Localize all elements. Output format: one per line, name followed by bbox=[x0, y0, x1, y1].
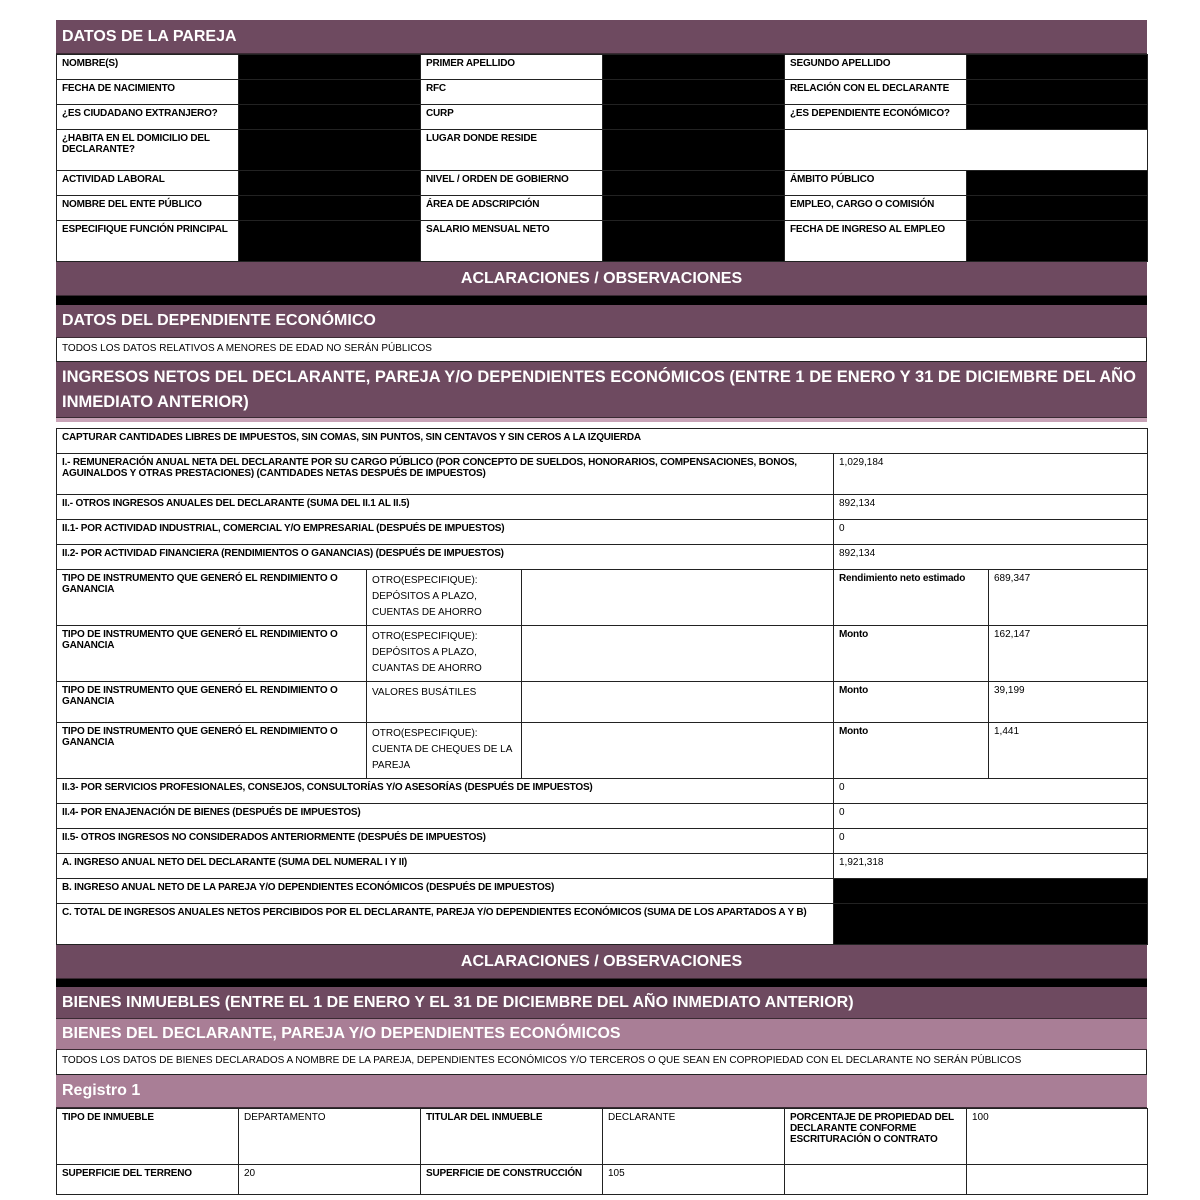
instrumento-tipo: VALORES BUSÁTILES bbox=[367, 682, 522, 723]
instrumento-amount: 1,441 bbox=[989, 723, 1148, 779]
ingresos-divider bbox=[56, 418, 1147, 422]
ingreso-pareja-label: B. INGRESO ANUAL NETO DE LA PAREJA Y/O DEPENDIENTES ECONÓMICOS (DESPUÉS DE IMPUESTOS) bbox=[57, 879, 834, 904]
ingresos-table bbox=[56, 428, 1148, 945]
total-ingresos-label: C. TOTAL DE INGRESOS ANUALES NETOS PERCIBIDOS POR EL DECLARANTE, PAREJA Y/O DEPENDIENTES ECONÓMICOS (SUMA DE LOS APARTADOS A Y B) bbox=[57, 904, 834, 945]
actividad-laboral-label: ACTIVIDAD LABORAL bbox=[57, 171, 239, 196]
lugar-reside-label: LUGAR DONDE RESIDE bbox=[421, 130, 603, 171]
otros-ingresos-label: II.- OTROS INGRESOS ANUALES DEL DECLARANTE (SUMA DEL II.1 AL II.5) bbox=[57, 495, 834, 520]
curp-redacted bbox=[603, 105, 785, 130]
ingresos-section-title bbox=[56, 362, 1147, 418]
porcentaje-propiedad-value: 100 bbox=[967, 1109, 1148, 1165]
dependiente-section-title bbox=[56, 305, 1147, 338]
instrumento-empty bbox=[522, 723, 834, 779]
superficie-construccion-value: 105 bbox=[603, 1165, 785, 1195]
titular-inmueble-value: DECLARANTE bbox=[603, 1109, 785, 1165]
ingresos-aclaraciones-header bbox=[56, 945, 1147, 979]
empleo-cargo-label: EMPLEO, CARGO O COMISIÓN bbox=[785, 196, 967, 221]
relacion-redacted bbox=[967, 80, 1148, 105]
bienes-table bbox=[56, 1108, 1148, 1195]
habita-domicilio-redacted bbox=[239, 130, 421, 171]
lugar-reside-redacted bbox=[603, 130, 785, 171]
tipo-inmueble-value: DEPARTAMENTO bbox=[239, 1109, 421, 1165]
bienes-empty-cell bbox=[967, 1165, 1148, 1195]
bienes-subtitle bbox=[56, 1019, 1147, 1050]
pareja-table bbox=[56, 54, 1148, 262]
enajenacion-value: 0 bbox=[834, 804, 1148, 829]
instrumento-amount: 39,199 bbox=[989, 682, 1148, 723]
primer-apellido-label: PRIMER APELLIDO bbox=[421, 55, 603, 80]
porcentaje-propiedad-label: PORCENTAJE DE PROPIEDAD DEL DECLARANTE CONFORME ESCRITURACIÓN O CONTRATO bbox=[785, 1109, 967, 1165]
instrumento-kind: Monto bbox=[834, 723, 989, 779]
tipo-inmueble-label: TIPO DE INMUEBLE bbox=[57, 1109, 239, 1165]
funcion-principal-redacted bbox=[239, 221, 421, 262]
registro-header bbox=[56, 1075, 1147, 1108]
actividad-industrial-value: 0 bbox=[834, 520, 1148, 545]
salario-mensual-redacted bbox=[603, 221, 785, 262]
relacion-label: RELACIÓN CON EL DECLARANTE bbox=[785, 80, 967, 105]
primer-apellido-redacted bbox=[603, 55, 785, 80]
fecha-nacimiento-label: FECHA DE NACIMIENTO bbox=[57, 80, 239, 105]
ingresos-aclaraciones-text: ACLARACIONES / OBSERVACIONES bbox=[460, 952, 743, 970]
rfc-label: RFC bbox=[421, 80, 603, 105]
dependiente-title-text: DATOS DEL DEPENDIENTE ECONÓMICO bbox=[62, 312, 376, 329]
instrumento-empty bbox=[522, 682, 834, 723]
enajenacion-label: II.4- POR ENAJENACIÓN DE BIENES (DESPUÉS DE IMPUESTOS) bbox=[57, 804, 834, 829]
rfc-redacted bbox=[603, 80, 785, 105]
fecha-ingreso-label: FECHA DE INGRESO AL EMPLEO bbox=[785, 221, 967, 262]
ambito-publico-redacted bbox=[967, 171, 1148, 196]
otros-ingresos-value: 892,134 bbox=[834, 495, 1148, 520]
actividad-industrial-label: II.1- POR ACTIVIDAD INDUSTRIAL, COMERCIAL Y/O EMPRESARIAL (DESPUÉS DE IMPUESTOS) bbox=[57, 520, 834, 545]
nivel-gobierno-label: NIVEL / ORDEN DE GOBIERNO bbox=[421, 171, 603, 196]
lugar-reside-empty bbox=[785, 130, 1148, 171]
superficie-terreno-value: 20 bbox=[239, 1165, 421, 1195]
instrumento-label: TIPO DE INSTRUMENTO QUE GENERÓ EL RENDIMIENTO O GANANCIA bbox=[57, 682, 367, 723]
bienes-section-title bbox=[56, 987, 1147, 1019]
bienes-subtitle-text: BIENES DEL DECLARANTE, PAREJA Y/O DEPENDIENTES ECONÓMICOS bbox=[62, 1025, 621, 1042]
instrumento-label: TIPO DE INSTRUMENTO QUE GENERÓ EL RENDIMIENTO O GANANCIA bbox=[57, 723, 367, 779]
fecha-nacimiento-redacted bbox=[239, 80, 421, 105]
funcion-principal-label: ESPECIFIQUE FUNCIÓN PRINCIPAL bbox=[57, 221, 239, 262]
nivel-gobierno-redacted bbox=[603, 171, 785, 196]
bienes-note: TODOS LOS DATOS DE BIENES DECLARADOS A NOMBRE DE LA PAREJA, DEPENDIENTES ECONÓMICOS Y/O TERCEROS O QUE SEAN EN COPROPIEDAD CON EL DECLARANTE NO SERÁN PÚBLICOS bbox=[56, 1050, 1147, 1075]
ingreso-pareja-redacted bbox=[834, 879, 1148, 904]
pareja-aclaraciones-header bbox=[56, 262, 1147, 296]
instrumento-label: TIPO DE INSTRUMENTO QUE GENERÓ EL RENDIMIENTO O GANANCIA bbox=[57, 570, 367, 626]
declaration-page bbox=[56, 20, 1147, 1195]
actividad-financiera-label: II.2- POR ACTIVIDAD FINANCIERA (RENDIMIENTOS O GANANCIAS) (DESPUÉS DE IMPUESTOS) bbox=[57, 545, 834, 570]
dependiente-note: TODOS LOS DATOS RELATIVOS A MENORES DE EDAD NO SERÁN PÚBLICOS bbox=[56, 338, 1147, 362]
empleo-cargo-redacted bbox=[967, 196, 1148, 221]
segundo-apellido-label: SEGUNDO APELLIDO bbox=[785, 55, 967, 80]
instrumento-kind: Rendimiento neto estimado bbox=[834, 570, 989, 626]
area-adscripcion-redacted bbox=[603, 196, 785, 221]
instrumento-kind: Monto bbox=[834, 626, 989, 682]
instrumento-label: TIPO DE INSTRUMENTO QUE GENERÓ EL RENDIMIENTO O GANANCIA bbox=[57, 626, 367, 682]
servicios-profesionales-value: 0 bbox=[834, 779, 1148, 804]
pareja-section-title bbox=[56, 20, 1147, 54]
capturar-instruction: CAPTURAR CANTIDADES LIBRES DE IMPUESTOS, SIN COMAS, SIN PUNTOS, SIN CENTAVOS Y SIN CEROS A LA IZQUIERDA bbox=[57, 429, 1148, 454]
instrumento-amount: 689,347 bbox=[989, 570, 1148, 626]
ente-publico-redacted bbox=[239, 196, 421, 221]
servicios-profesionales-label: II.3- POR SERVICIOS PROFESIONALES, CONSEJOS, CONSULTORÍAS Y/O ASESORÍAS (DESPUÉS DE IMPUESTOS) bbox=[57, 779, 834, 804]
superficie-terreno-label: SUPERFICIE DEL TERRENO bbox=[57, 1165, 239, 1195]
nombre-redacted bbox=[239, 55, 421, 80]
remuneracion-value: 1,029,184 bbox=[834, 454, 1148, 495]
bienes-empty-cell bbox=[785, 1165, 967, 1195]
extranjero-label: ¿ES CIUDADANO EXTRANJERO? bbox=[57, 105, 239, 130]
ingresos-title-text: INGRESOS NETOS DEL DECLARANTE, PAREJA Y/O DEPENDIENTES ECONÓMICOS (ENTRE 1 DE ENERO Y 31 DE DICIEMBRE DEL AÑO INMEDIATO ANTERIOR) bbox=[62, 367, 1136, 411]
segundo-apellido-redacted bbox=[967, 55, 1148, 80]
curp-label: CURP bbox=[421, 105, 603, 130]
pareja-aclaraciones-text: ACLARACIONES / OBSERVACIONES bbox=[460, 269, 743, 287]
instrumento-empty bbox=[522, 626, 834, 682]
registro-title-text: Registro 1 bbox=[62, 1082, 141, 1099]
pareja-title-text: DATOS DE LA PAREJA bbox=[62, 27, 237, 45]
instrumento-empty bbox=[522, 570, 834, 626]
ente-publico-label: NOMBRE DEL ENTE PÚBLICO bbox=[57, 196, 239, 221]
pareja-aclaraciones-redacted bbox=[56, 296, 1147, 305]
nombre-label: NOMBRE(S) bbox=[57, 55, 239, 80]
instrumento-tipo: OTRO(ESPECIFIQUE): CUENTA DE CHEQUES DE LA PAREJA bbox=[367, 723, 522, 779]
total-ingresos-redacted bbox=[834, 904, 1148, 945]
dependiente-label: ¿ES DEPENDIENTE ECONÓMICO? bbox=[785, 105, 967, 130]
area-adscripcion-label: ÁREA DE ADSCRIPCIÓN bbox=[421, 196, 603, 221]
instrumento-tipo: OTRO(ESPECIFIQUE): DEPÓSITOS A PLAZO, CUENTAS DE AHORRO bbox=[367, 570, 522, 626]
instrumento-kind: Monto bbox=[834, 682, 989, 723]
habita-domicilio-label: ¿HABITA EN EL DOMICILIO DEL DECLARANTE? bbox=[57, 130, 239, 171]
bienes-title-text: BIENES INMUEBLES (ENTRE EL 1 DE ENERO Y EL 31 DE DICIEMBRE DEL AÑO INMEDIATO ANTERIOR) bbox=[62, 993, 854, 1011]
ingreso-anual-declarante-label: A. INGRESO ANUAL NETO DEL DECLARANTE (SUMA DEL NUMERAL I Y II) bbox=[57, 854, 834, 879]
actividad-financiera-value: 892,134 bbox=[834, 545, 1148, 570]
ingresos-aclaraciones-redacted bbox=[56, 979, 1147, 987]
ambito-publico-label: ÁMBITO PÚBLICO bbox=[785, 171, 967, 196]
dependiente-redacted bbox=[967, 105, 1148, 130]
actividad-laboral-redacted bbox=[239, 171, 421, 196]
salario-mensual-label: SALARIO MENSUAL NETO bbox=[421, 221, 603, 262]
extranjero-redacted bbox=[239, 105, 421, 130]
ingreso-anual-declarante-value: 1,921,318 bbox=[834, 854, 1148, 879]
otros-no-considerados-label: II.5- OTROS INGRESOS NO CONSIDERADOS ANTERIORMENTE (DESPUÉS DE IMPUESTOS) bbox=[57, 829, 834, 854]
fecha-ingreso-redacted bbox=[967, 221, 1148, 262]
instrumento-tipo: OTRO(ESPECIFIQUE): DEPÓSITOS A PLAZO, CUANTAS DE AHORRO bbox=[367, 626, 522, 682]
remuneracion-label: I.- REMUNERACIÓN ANUAL NETA DEL DECLARANTE POR SU CARGO PÚBLICO (POR CONCEPTO DE SUELDOS, HONORARIOS, COMPENSACIONES, BONOS, AGUINALDOS Y OTRAS PRESTACIONES) (CANTIDADES NETAS DESPUÉS DE IMPUESTOS) bbox=[57, 454, 834, 495]
instrumento-amount: 162,147 bbox=[989, 626, 1148, 682]
otros-no-considerados-value: 0 bbox=[834, 829, 1148, 854]
titular-inmueble-label: TITULAR DEL INMUEBLE bbox=[421, 1109, 603, 1165]
superficie-construccion-label: SUPERFICIE DE CONSTRUCCIÓN bbox=[421, 1165, 603, 1195]
